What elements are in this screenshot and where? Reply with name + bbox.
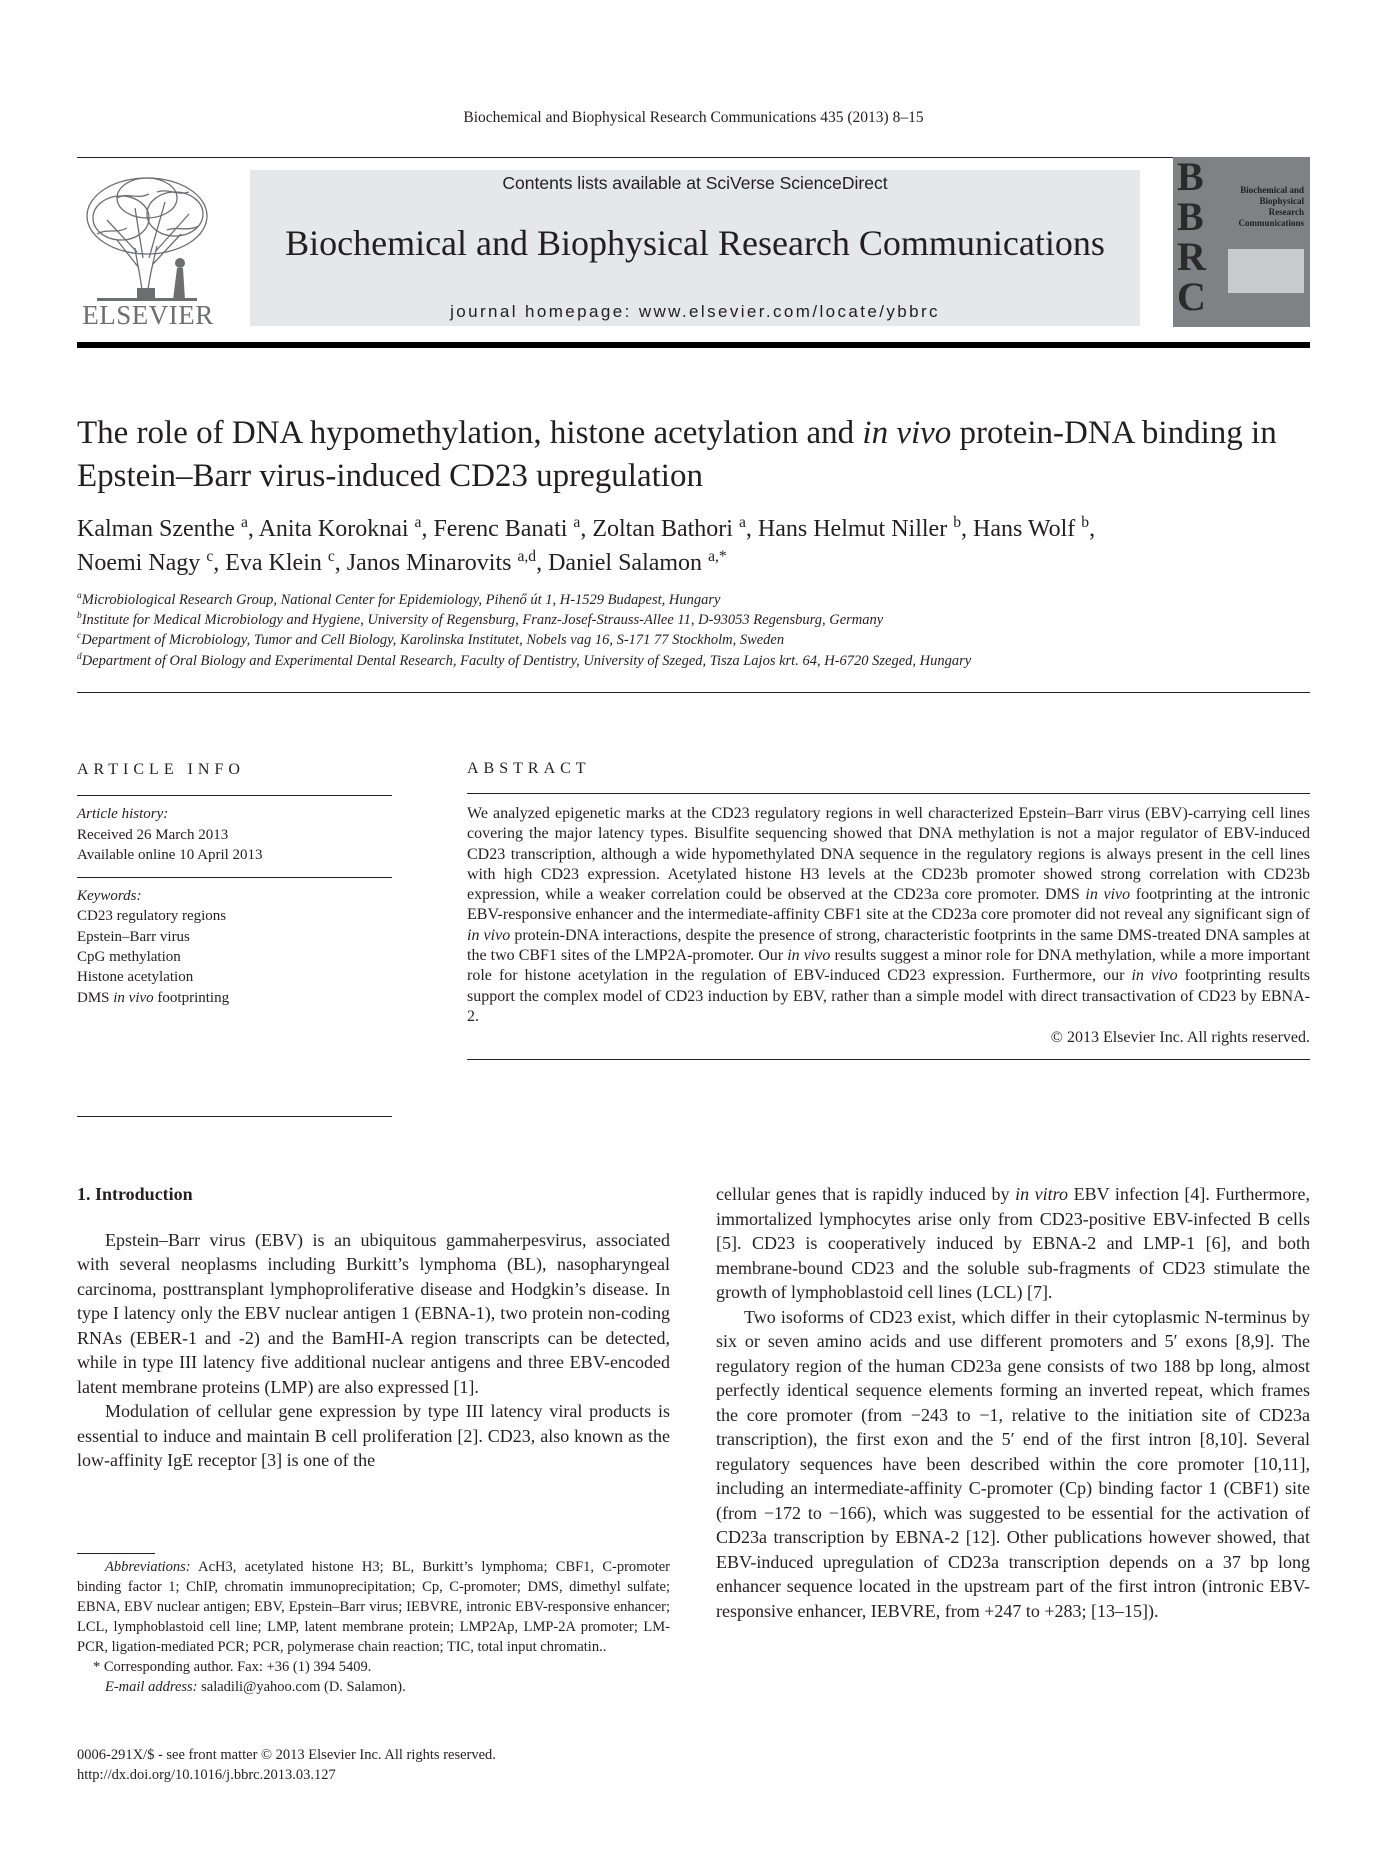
author-separator: , (745, 516, 758, 542)
author[interactable] (592, 516, 758, 542)
affiliation-key: c (77, 631, 82, 642)
corresponding-footnote: * Corresponding author. Fax: +36 (1) 394 5409. (93, 1659, 372, 1675)
affiliations (77, 590, 1317, 671)
paragraph-italic: in vitro (1015, 1184, 1068, 1204)
running-head: Biochemical and Biophysical Research Communications 435 (2013) 8–15 (463, 109, 924, 126)
affiliation-key: d (77, 651, 82, 662)
paragraph: Two isoforms of CD23 exist, which differ in their cytoplasmic N-terminus by six or seven amino acids and use different promoters and 5′ exons [8,9]. The regulatory region of the human CD23a gene consists of two 188 bp long, almost perfectly identical sequence elements forming an inverted repeat, which frames the core promoter (from −243 to −1, relative to the initiation site of CD23a transcription), the first exon and the 5′ end of the first intron [8,10]. Several regulatory sequences have been described within the core promoter [10,11], including an intermediate-affinity C-promoter (Cp) binding factor 1 (CBF1) site (from −172 to −166), which was suggested to be essential for the activation of CD23a transcription by EBNA-2 [12]. Other publications however showed, that EBV-induced upregulation of CD23a transcription depends on a 37 bp long enhancer sequence located in the upstream part of the first intron (intronic EBV-responsive enhancer, IEBVRE, from +247 to +283; [13–15]). (716, 1306, 1310, 1621)
cover-letter: B (1177, 194, 1204, 239)
cover-letter: C (1177, 274, 1206, 319)
title-part1: The role of DNA hypomethylation, histone acetylation and (77, 415, 863, 451)
affiliation-text: Department of Oral Biology and Experimental Dental Research, Faculty of Dentistry, University of Szeged, Tisza Lajos krt. 64, H-6720 Szeged, Hungary (81, 652, 972, 669)
author-affiliation-marker: a (738, 514, 746, 531)
paragraph-text: EBV infection [4]. Furthermore, immortalized lymphocytes arise only from CD23-positive EBV-infected B cells [5]. CD23 is cooperatively induced by EBNA-2 and LMP-1 [6], and both membrane-bound CD23 and the soluble sub-fragments of CD23 stimulate the growth of lymphoblastoid cell lines (LCL) [7]. (716, 1184, 1310, 1302)
abstract-text (467, 804, 1310, 1027)
author-name: Eva Klein (225, 550, 322, 576)
author[interactable] (225, 550, 347, 576)
author-affiliation-marker: a (414, 514, 422, 531)
author-name: Hans Helmut Niller (757, 516, 948, 542)
keyword-text: DMS (77, 989, 114, 1006)
author[interactable] (77, 516, 259, 542)
author-name: Hans Wolf (972, 516, 1076, 542)
history-rule (77, 877, 392, 878)
author-affiliation-marker: a,d (517, 548, 537, 565)
article-info-bottom-rule (77, 1116, 392, 1117)
abstract-segment: footprinting results support the complex model of CD23 induction by EBV, rather than a simple model with direct transactivation of CD23 by EBNA-2. (467, 967, 1311, 1025)
author[interactable] (758, 516, 973, 542)
paragraph: Epstein–Barr virus (EBV) is an ubiquitous gammaherpesvirus, associated with several neoplasms including Burkitt’s lymphoma (BL), nasopharyngeal carcinoma, posttransplant lymphoproliferative disease and Hodgkin’s disease. In type I latency only the EBV nuclear antigen 1 (EBNA-1), two protein non-coding RNAs (EBER-1 and -2) and the BamHI-A region transcripts can be detected, while in type III latency five additional nuclear antigens and three EBV-encoded latent membrane proteins (LMP) are also expressed [1]. (77, 1229, 670, 1397)
author-affiliation-marker: a,* (708, 548, 727, 565)
author-affiliation-marker: a (240, 514, 248, 531)
affiliation (77, 630, 1317, 650)
author-affiliation-marker: a (573, 514, 581, 531)
title-italic: in vivo (862, 415, 952, 451)
abstract-heading: ABSTRACT (467, 760, 591, 777)
author-affiliation-marker: c (206, 548, 214, 565)
author-separator: , (247, 516, 259, 542)
abstract-rule (467, 793, 1310, 794)
author[interactable] (433, 516, 592, 542)
author[interactable] (973, 516, 1095, 542)
author-name: Kalman Szenthe (77, 516, 235, 542)
author-separator: , (334, 550, 347, 576)
abstract-segment: results suggest a minor role for DNA methylation, while a more important role for histone acetylation in the regulation of EBV-induced CD23 expression. Furthermore, our (467, 947, 1310, 985)
keywords-label: Keywords: (77, 888, 142, 905)
email-address[interactable]: saladili@yahoo.com (D. Salamon). (197, 1679, 406, 1695)
affiliation (77, 651, 1317, 671)
elsevier-wordmark: ELSEVIER (82, 300, 214, 330)
journal-cover-thumbnail (1173, 154, 1310, 327)
author-separator: , (421, 516, 434, 542)
footnotes (77, 1557, 670, 1697)
section-heading-introduction: 1. Introduction (77, 1184, 193, 1204)
author-affiliation-marker: b (953, 514, 961, 531)
available-date: Available online 10 April 2013 (77, 846, 263, 863)
body-column-right (716, 1182, 1310, 1623)
author-name: Noemi Nagy (77, 550, 201, 576)
paragraph: Modulation of cellular gene expression by type III latency viral products is essential to induce and maintain B cell proliferation [2]. CD23, also known as the low-affinity IgE receptor [3] is one of the (77, 1401, 670, 1470)
contents-text: Contents lists available at SciVerse ScienceDirect (502, 173, 888, 193)
article-info-heading: ARTICLE INFO (77, 761, 245, 778)
header-thick-rule (77, 342, 1310, 348)
top-rule (77, 157, 1310, 158)
article-title (77, 412, 1317, 498)
author-name: Zoltan Bathori (592, 516, 733, 542)
cover-letter: R (1177, 234, 1206, 279)
cover-illustration (1228, 249, 1304, 293)
email-label: E-mail address: (105, 1679, 198, 1695)
author-name: Ferenc Banati (433, 516, 568, 542)
affiliation-key: a (77, 591, 82, 602)
history-label: Article history: (77, 806, 169, 823)
affiliation-rule (77, 692, 1310, 693)
author-name: Daniel Salamon (548, 550, 703, 576)
keyword: Epstein–Barr virus (77, 928, 190, 945)
author[interactable] (77, 550, 225, 576)
received-date: Received 26 March 2013 (77, 826, 229, 843)
abstract-bottom-rule (467, 1059, 1310, 1060)
article-info (77, 760, 392, 1117)
author-separator: , (1089, 516, 1096, 542)
abstract-segment: protein-DNA interactions, despite the presence of strong, characteristic footprints in the same DMS-treated DNA samples at the two CBF1 sites of the LMP2A-promoter. Our (467, 926, 1311, 965)
issn-line: 0006-291X/$ - see front matter © 2013 Elsevier Inc. All rights reserved. (77, 1747, 496, 1763)
abstract-italic: in vivo (787, 947, 831, 965)
author-name: Janos Minarovits (346, 550, 512, 576)
abbreviations-footnote (77, 1557, 670, 1657)
doi-link[interactable]: http://dx.doi.org/10.1016/j.bbrc.2013.03.127 (77, 1767, 336, 1783)
author[interactable] (347, 550, 548, 576)
title-part2: protein-DNA binding in Epstein–Barr virus-induced CD23 upregulation (77, 415, 1277, 494)
keyword: CpG methylation (77, 949, 181, 966)
email-footnote (77, 1677, 670, 1697)
body-column-left (77, 1182, 670, 1473)
keyword: CD23 regulatory regions (77, 908, 227, 925)
journal-title: Biochemical and Biophysical Research Communications (285, 223, 1105, 263)
author[interactable] (259, 516, 434, 542)
abstract-italic: in vivo (1131, 967, 1178, 985)
author[interactable] (548, 550, 727, 576)
article-info-rule (77, 795, 392, 796)
paragraph (716, 1182, 1310, 1305)
author-separator: , (213, 550, 226, 576)
paragraph-text: cellular genes that is rapidly induced by (716, 1184, 1016, 1204)
affiliation (77, 590, 1317, 610)
affiliation-text: Microbiological Research Group, National Center for Epidemiology, Pihenő út 1, H-1529 Budapest, Hungary (81, 592, 721, 608)
affiliation (77, 610, 1317, 630)
keyword-italic: in vivo (113, 989, 154, 1006)
cover-letter: B (1177, 154, 1204, 199)
affiliation-key: b (77, 611, 82, 622)
abstract-italic: in vivo (1085, 886, 1131, 904)
cover-title: Biochemical and Biophysical Research Communications (1238, 185, 1304, 228)
keyword-text: footprinting (153, 989, 230, 1006)
journal-homepage[interactable]: journal homepage: www.elsevier.com/locate/ybbrc (450, 302, 940, 321)
cover-letters (1177, 154, 1227, 319)
author-list (77, 512, 1317, 580)
author-separator: , (960, 516, 973, 542)
keyword (77, 988, 392, 1008)
abstract (467, 760, 1310, 1060)
keyword: Histone acetylation (77, 969, 194, 986)
author-separator: , (580, 516, 593, 542)
contents-availability (250, 173, 1140, 194)
footnote-rule (77, 1553, 155, 1554)
author-affiliation-marker: b (1081, 514, 1090, 531)
abbrev-text: AcH3, acetylated histone H3; BL, Burkitt’s lymphoma; CBF1, C-promoter binding factor 1; ChIP, chromatin immunoprecipitation; Cp, C-promoter; DMS, dimethyl sulfate; EBNA, EBV nuclear antigen; EBV, Epstein–Barr virus; IEBVRE, intronic EBV-responsive enhancer; LCL, lymphoblastoid cell line; LMP, latent membrane protein; LMP2Ap, LMP-2A promoter; LM-PCR, ligation-mediated PCR; PCR, polymerase chain reaction; TIC, total input chromatin.. (77, 1559, 670, 1655)
affiliation-text: Department of Microbiology, Tumor and Cell Biology, Karolinska Institutet, Nobels vag 16, S-171 77 Stockholm, Sweden (81, 632, 785, 649)
page-footer (77, 1745, 677, 1785)
abbrev-label: Abbreviations: (105, 1559, 191, 1575)
author-name: Anita Koroknai (258, 516, 409, 542)
author-affiliation-marker: c (327, 548, 335, 565)
abstract-italic: in vivo (467, 926, 511, 944)
abstract-segment: We analyzed epigenetic marks at the CD23 regulatory regions in well characterized Epstein–Barr virus (EBV)-carrying cell lines covering the major latency types. Bisulfite sequencing showed that DNA methylation is not a major regulator of EBV-induced CD23 transcription, although a wide hypomethylated DNA sequence in the regulatory regions is always present in the cell lines with high CD23 expression. Acetylated histone H3 levels at the CD23b promoter showed strong correlation with CD23b expression, while a weaker correlation could be observed at the CD23a core promoter. DMS (467, 805, 1310, 904)
abstract-segment: footprinting at the intronic EBV-responsive enhancer and the intermediate-affinity CBF1 site at the CD23a core promoter did not reveal any significant sign of (467, 886, 1311, 924)
author-separator: , (536, 550, 549, 576)
copyright: © 2013 Elsevier Inc. All rights reserved. (1050, 1029, 1310, 1047)
affiliation-text: Institute for Medical Microbiology and Hygiene, University of Regensburg, Franz-Josef-Strauss-Allee 11, D-93053 Regensburg, Germany (81, 612, 884, 629)
